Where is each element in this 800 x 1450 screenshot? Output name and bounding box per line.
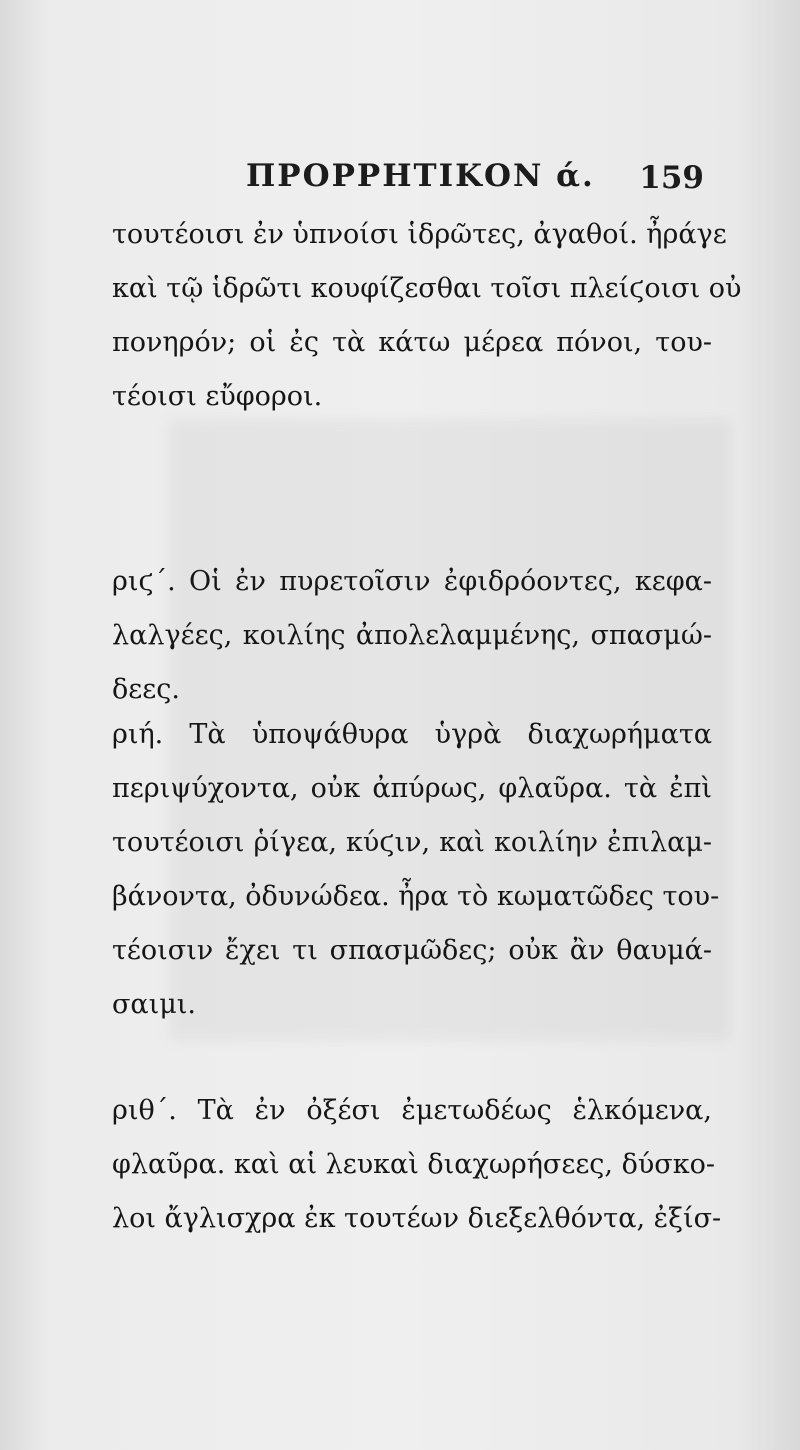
text-line: πονηρόν; οἱ ἐς τὰ κάτω μέρεα πόνοι, του-: [112, 327, 712, 358]
running-header: [112, 158, 712, 198]
running-title: ΠΡΟΡΡΗΤΙΚΟΝ ά.: [246, 158, 595, 194]
text-line: φλαῦρα. καὶ αἱ λευκαὶ διαχωρήσεες, δύσκο-: [112, 1149, 715, 1180]
text-line: τέοισιν ἔχει τι σπασμῶδες; οὐκ ἂν θαυμά-: [112, 935, 712, 966]
text-line: καὶ τῷ ἱδρῶτι κουφίζεσθαι τοῖσι πλείϛοισι οὐ: [112, 273, 742, 304]
text-line: ριθ΄. Τὰ ἐν ὀξέσι ἐμετωδέως ἑλκόμενα,: [112, 1095, 712, 1126]
text-line: περιψύχοντα, οὐκ ἀπύρως, φλαῦρα. τὰ ἐπὶ: [112, 773, 712, 804]
text-line: τέοισι εὔφοροι.: [112, 381, 323, 412]
text-line: ριϛ΄. Οἱ ἐν πυρετοῖσιν ἐφιδρόοντες, κεφα-: [112, 566, 712, 597]
page-number: 159: [639, 160, 704, 196]
text-line: λαλγέες, κοιλίης ἀπολελαμμένης, σπασμώ-: [112, 620, 712, 651]
text-line: λοι ἄγλισχρα ἐκ τουτέων διεξελθόντα, ἐξίσ-: [112, 1203, 722, 1234]
text-line: τουτέοισι ἐν ὑπνοίσι ἱδρῶτες, ἀγαθοί. ἦράγε: [112, 219, 727, 250]
text-line: τουτέοισι ῥίγεα, κύϛιν, καὶ κοιλίην ἐπιλαμ-: [112, 827, 712, 858]
text-line: βάνοντα, ὀδυνώδεα. ἦρα τὸ κωματῶδες του-: [112, 881, 720, 912]
paragraph-1: [112, 208, 742, 424]
text-line: δεες.: [112, 674, 180, 705]
paragraph-4: [112, 1084, 722, 1246]
paragraph-2: [112, 555, 712, 717]
text-line: ριή. Τὰ ὑποψάθυρα ὑγρὰ διαχωρήματα: [112, 719, 712, 750]
paragraph-3: [112, 708, 720, 1032]
text-line: σαιμι.: [112, 989, 196, 1020]
